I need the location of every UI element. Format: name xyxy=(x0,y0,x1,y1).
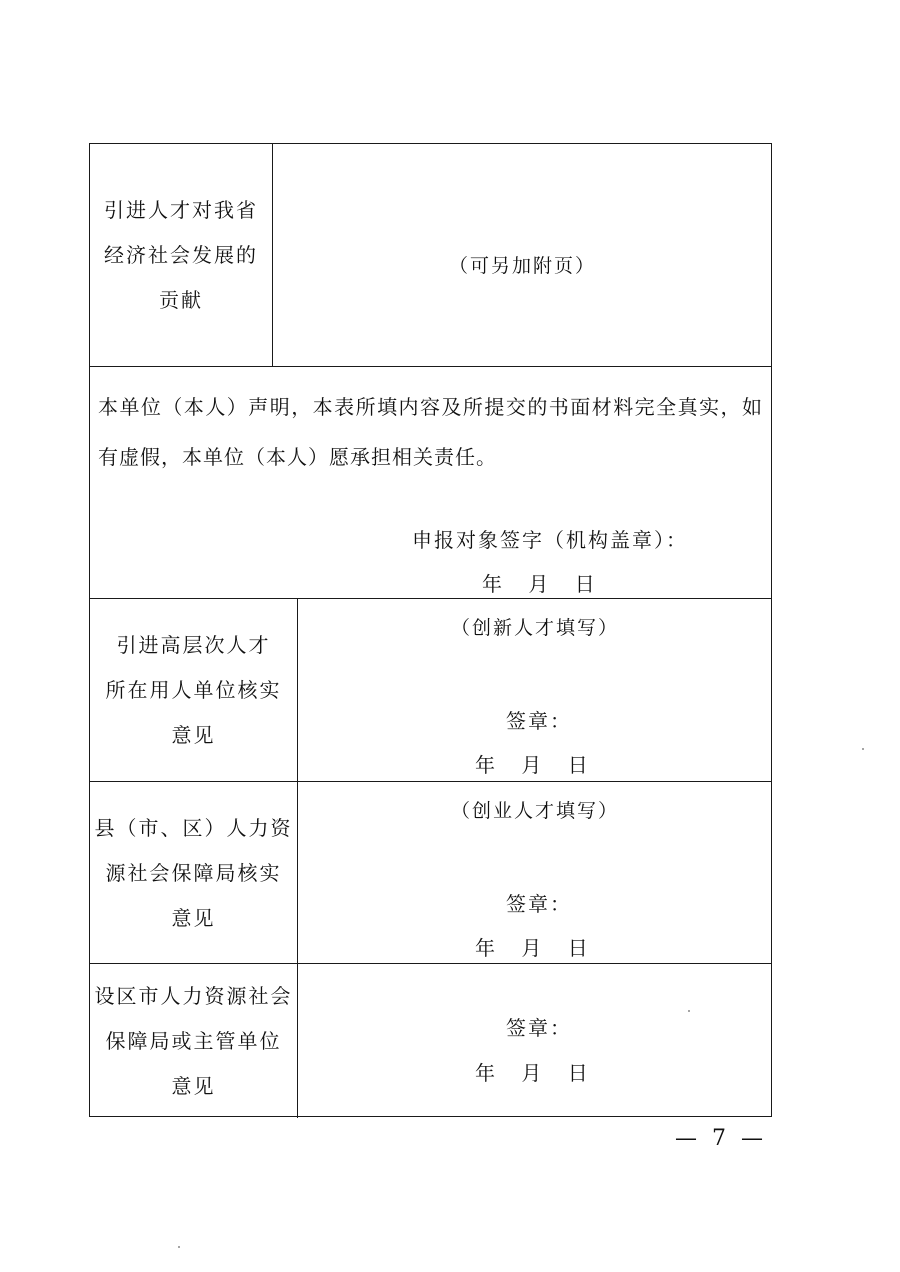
employer-opinion-label xyxy=(90,599,297,782)
declaration-row xyxy=(90,367,771,599)
county-label-line-3: 意见 xyxy=(171,905,216,930)
declaration-text: 本单位（本人）声明，本表所填内容及所提交的书面材料完全真实，如有虚假，本单位（本人）愿承担相关责任。 xyxy=(98,395,763,469)
county-opinion-date: 年 月 日 xyxy=(475,936,588,960)
scan-speck xyxy=(862,748,864,750)
county-label-line-2: 源社会保障局核实 xyxy=(105,860,282,885)
declaration-date: 年 月 日 xyxy=(482,572,595,596)
contribution-label xyxy=(90,144,272,367)
declaration-signature-label: 申报对象签字（机构盖章）： xyxy=(412,528,688,552)
form-table xyxy=(89,143,772,1117)
scan-speck xyxy=(688,1010,690,1012)
employer-opinion-row xyxy=(90,599,771,782)
city-label-line-3: 意见 xyxy=(171,1073,216,1098)
employer-label-line-2: 所在用人单位核实 xyxy=(105,678,282,702)
column-divider xyxy=(297,964,298,1118)
employer-seal-label: 签章： xyxy=(506,709,572,733)
contribution-label-line-3: 贡献 xyxy=(159,288,203,312)
city-opinion-date: 年 月 日 xyxy=(475,1061,588,1085)
employer-label-line-1: 引进高层次人才 xyxy=(116,633,271,657)
city-opinion-row xyxy=(90,964,771,1118)
city-label-line-2: 保障局或主管单位 xyxy=(105,1028,282,1053)
employer-opinion-date: 年 月 日 xyxy=(475,753,588,777)
contribution-note: （可另加附页） xyxy=(448,255,596,277)
contribution-label-line-2: 经济社会发展的 xyxy=(104,243,258,267)
city-seal-label: 签章： xyxy=(506,1016,572,1040)
contribution-row xyxy=(90,144,771,367)
page-number: — 7 — xyxy=(675,1126,767,1151)
county-seal-label: 签章： xyxy=(506,892,572,916)
county-opinion-label xyxy=(90,782,297,964)
city-label-line-1: 设区市人力资源社会 xyxy=(94,983,293,1008)
county-opinion-row xyxy=(90,782,771,964)
county-opinion-note: （创业人才填写） xyxy=(450,800,619,822)
employer-label-line-3: 意见 xyxy=(171,723,216,747)
contribution-label-line-1: 引进人才对我省 xyxy=(104,198,258,222)
city-opinion-label xyxy=(90,964,297,1118)
scan-speck xyxy=(178,1246,180,1248)
employer-opinion-note: （创新人才填写） xyxy=(450,617,619,639)
county-label-line-1: 县（市、区）人力资 xyxy=(94,815,293,840)
